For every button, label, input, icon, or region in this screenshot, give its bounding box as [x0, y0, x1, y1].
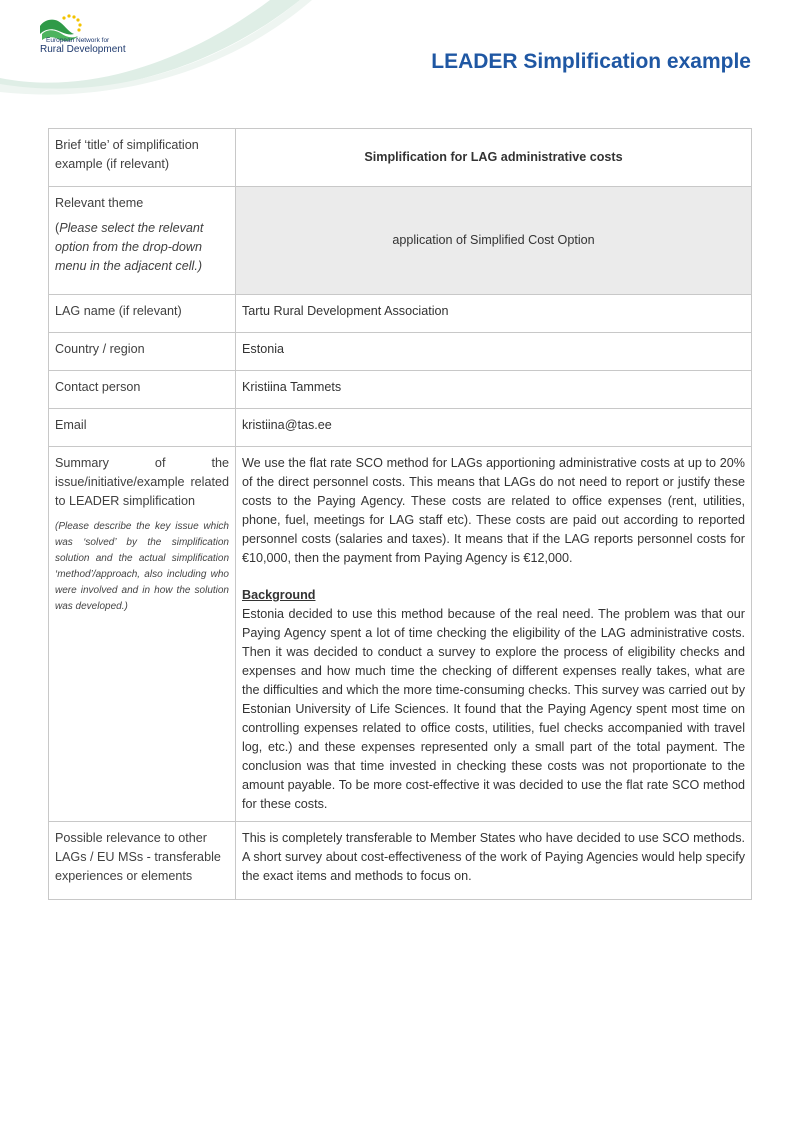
- logo-text: [40, 38, 126, 55]
- summary-instruction: (Please describe the key issue which was ‘solved’ by the simplification solution and the actual simplification ‘method’/approach, also including who were involved and in how the solution was developed.): [55, 521, 229, 612]
- value-title: Simplification for LAG administrative costs: [236, 129, 752, 187]
- simplification-table: [48, 128, 752, 900]
- value-email[interactable]: kristiina@tas.ee: [236, 409, 752, 447]
- label-summary: Summary of the issue/initiative/example related to LEADER simplification: [55, 456, 229, 508]
- label-title: Brief ‘title’ of simplification example (if relevant): [49, 129, 236, 187]
- label-country: Country / region: [49, 333, 236, 371]
- value-summary-cell: [236, 447, 752, 822]
- label-email: Email: [49, 409, 236, 447]
- document-title: LEADER Simplification example: [431, 50, 751, 73]
- row-title: [49, 129, 752, 187]
- theme-instruction-text: Please select the relevant option from the drop-down menu in the adjacent cell.): [55, 221, 204, 273]
- row-theme: [49, 187, 752, 295]
- value-lag: Tartu Rural Development Association: [236, 295, 752, 333]
- summary-paragraph-2: Estonia decided to use this method because of the real need. The problem was that our Paying Agency spent a lot of time checking the eligibility of the LAG administrative costs. Then it was decided to conduct a survey to explore the process of eligibility checks and expenses and how much time the checking of different expenses really takes, what are the difficulties and which the more time-consuming checks. This survey was carried out by Estonian University of Life Sciences. It found that the Paying Agency spent most time on controlling expenses related to office costs, utilities, fuel checks accompanied with travel log, etc.) and these expenses represented only a small part of the total payment. The conclusion was that time invested in checking these costs was not proportionate to the amount payable. To be more cost-effective it was decided to use the flat rate SCO method for these costs.: [242, 607, 745, 811]
- row-contact: [49, 371, 752, 409]
- logo-line-1: European Network for: [46, 37, 110, 44]
- value-relevance: This is completely transferable to Member States who have decided to use SCO methods. A short survey about cost-effectiveness of the work of Paying Agencies would help specify the exact items and methods to focus on.: [236, 822, 752, 900]
- label-contact: Contact person: [49, 371, 236, 409]
- row-country: [49, 333, 752, 371]
- row-relevance: [49, 822, 752, 900]
- background-heading: Background: [242, 588, 316, 602]
- row-email: [49, 409, 752, 447]
- label-lag: LAG name (if relevant): [49, 295, 236, 333]
- row-lag: [49, 295, 752, 333]
- value-contact: Kristiina Tammets: [236, 371, 752, 409]
- label-theme-cell: [49, 187, 236, 295]
- label-relevance: Possible relevance to other LAGs / EU MSs - transferable experiences or elements: [49, 822, 236, 900]
- theme-select[interactable]: application of Simplified Cost Option: [236, 187, 752, 295]
- theme-instruction: [55, 219, 229, 276]
- theme-instruction-paren: (: [55, 221, 60, 235]
- logo-line-2: Rural Development: [40, 43, 126, 55]
- label-theme: Relevant theme: [55, 196, 144, 210]
- summary-paragraph-1: We use the flat rate SCO method for LAGs apportioning administrative costs at up to 20% of the direct personnel costs. This means that LAGs do not need to report or justify these costs to the Paying Agency. These costs are related to office expenses (rent, utilities, phone, fuel, meetings for LAG staff etc). These costs are paid out according to reported personnel costs (salaries and taxes). It means that if the LAG reports personnel costs for €10,000, then the payment from Paying Agency is €12,000.: [242, 456, 745, 565]
- label-summary-cell: [49, 447, 236, 822]
- value-country: Estonia: [236, 333, 752, 371]
- row-summary: [49, 447, 752, 822]
